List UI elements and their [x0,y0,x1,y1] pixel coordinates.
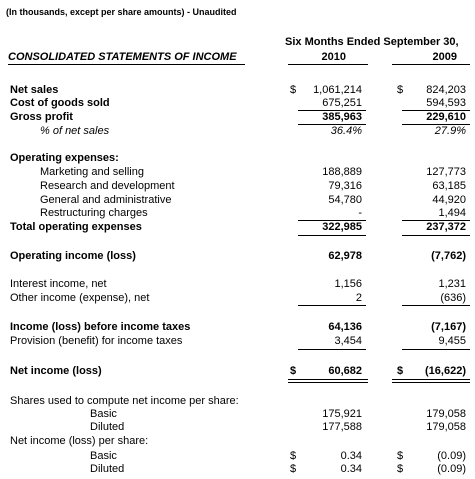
value-2010: - [358,207,362,219]
row-label: Marketing and selling [40,166,144,178]
statement-title: CONSOLIDATED STATEMENTS OF INCOME [8,51,237,63]
section-label: Shares used to compute net income per share: [10,395,239,407]
row-label: Operating income (loss) [10,250,136,262]
value-2009: (7,762) [431,250,466,262]
row-label: Other income (expense), net [10,292,150,304]
row-label: Diluted [90,421,125,433]
period-header: Six Months Ended September 30, [285,36,459,48]
value-2009: 63,185 [432,180,466,192]
row-label: Basic [90,450,117,462]
value-2010: 0.34 [340,463,362,475]
value-2009: 27.9% [434,125,466,137]
value-2010: 188,889 [322,166,362,178]
row-label: Gross profit [10,111,73,123]
value-2009: 237,372 [426,221,466,233]
value-2010: 1,061,214 [313,84,362,96]
value-2009: (16,622) [425,365,466,377]
row-label: Income (loss) before income taxes [10,321,191,333]
value-2009: 179,058 [426,421,466,433]
value-2010: 175,921 [322,408,362,420]
value-2009: 9,455 [438,335,466,347]
value-2010: 385,963 [322,111,362,123]
value-2010: 54,780 [328,194,362,206]
value-2009: (7,167) [431,321,466,333]
row-label: Net sales [10,84,59,96]
value-2010: 79,316 [328,180,362,192]
title-underline [8,64,245,65]
value-2009: (0.09) [437,450,466,462]
value-2010: 1,156 [334,278,362,290]
value-2009: 229,610 [426,111,466,123]
value-2010: 64,136 [328,321,362,333]
value-2010: 36.4% [330,125,362,137]
year-2010-header: 2010 [321,51,346,63]
currency-symbol: $ [290,84,297,96]
currency-symbol: $ [397,365,404,377]
value-2009: 1,494 [438,207,466,219]
value-2010: 0.34 [340,450,362,462]
value-2009: (0.09) [437,463,466,475]
value-2010: 2 [355,292,362,304]
row-label: Restructuring charges [40,207,148,219]
subtotal-line [298,305,366,306]
value-2009: 179,058 [426,408,466,420]
value-2009: 594,593 [426,97,466,109]
units-note: (In thousands, except per share amounts) - Unaudited [6,7,237,17]
value-2010: 3,454 [334,335,362,347]
value-2009: (636) [440,292,466,304]
year-2009-header: 2009 [432,51,457,63]
section-label: Operating expenses: [10,152,119,164]
row-label: Diluted [90,463,125,475]
currency-symbol: $ [290,463,297,475]
value-2010: 322,985 [322,221,362,233]
value-2010: 177,588 [322,421,362,433]
subtotal-line [298,235,366,236]
value-2009: 1,231 [438,278,466,290]
currency-symbol: $ [397,84,404,96]
subtotal-line [298,349,366,350]
year-2009-underline [392,64,470,65]
year-2010-underline [288,64,368,65]
currency-symbol: $ [290,365,297,377]
row-label: Interest income, net [10,278,107,290]
row-label: Total operating expenses [10,221,142,233]
currency-symbol: $ [290,450,297,462]
value-2009: 44,920 [432,194,466,206]
row-label: General and administrative [40,194,172,206]
row-label: Cost of goods sold [10,97,110,109]
value-2009: 127,773 [426,166,466,178]
subtotal-line [402,305,470,306]
currency-symbol: $ [397,463,404,475]
row-label: Research and development [40,180,175,192]
row-label: % of net sales [40,125,110,137]
value-2010: 675,251 [322,97,362,109]
subtotal-line [402,235,470,236]
section-label: Net income (loss) per share: [10,435,149,447]
row-label: Provision (benefit) for income taxes [10,335,183,347]
row-label: Net income (loss) [10,365,102,377]
row-label: Basic [90,408,117,420]
subtotal-line [402,349,470,350]
value-2009: 824,203 [426,84,466,96]
value-2010: 62,978 [328,250,362,262]
total-double-line [392,379,470,383]
currency-symbol: $ [397,450,404,462]
value-2010: 60,682 [328,365,362,377]
total-double-line [288,379,368,383]
